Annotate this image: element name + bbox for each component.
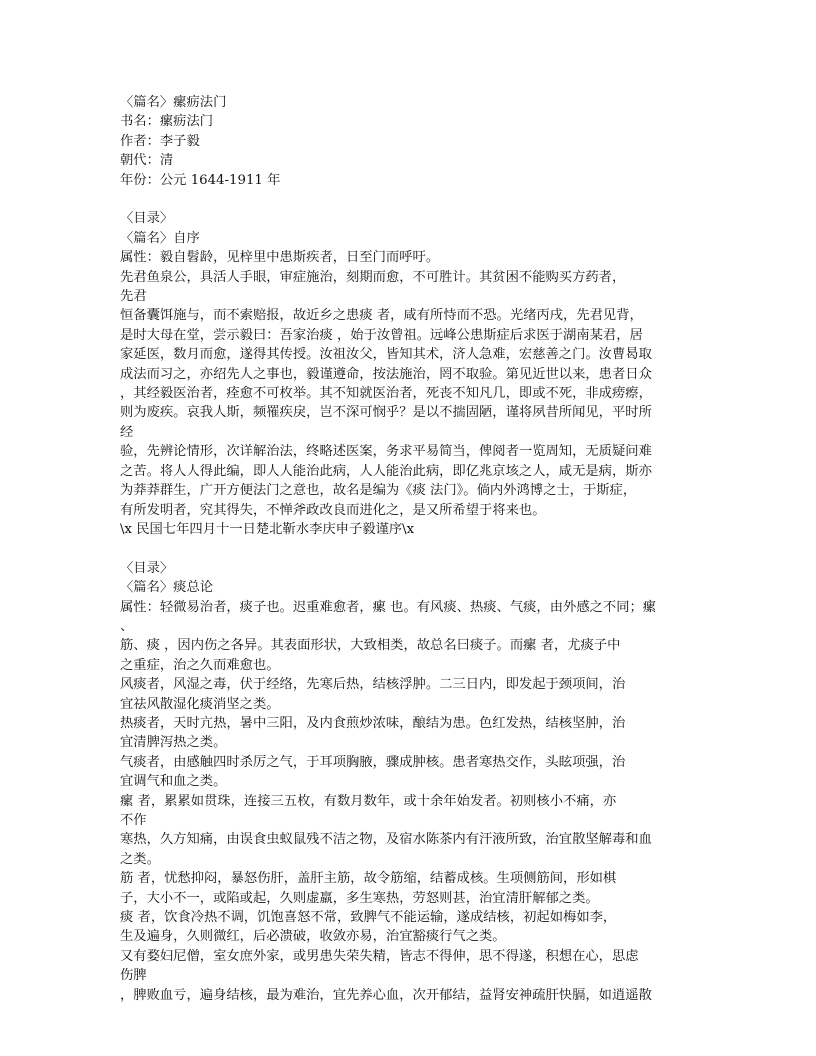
text-line: 子，大小不一，或陷或起，久则虚羸，多生寒热，劳怒则甚，治宜清肝解郁之类。 <box>120 890 599 906</box>
text-line: 之苦。将人人得此编，即人人能治此病，人人能治此病，即亿兆京垓之人，咸无是病，斯亦 <box>120 463 652 479</box>
text-line: 则为废疾。哀我人斯，频罹疾戾，岂不深可悯乎？是以不揣固陋，谨将夙昔所闻见，平时所 <box>120 405 652 421</box>
text-line: 为莽莽群生，广开方便法门之意也，故名是编为《痰 法门》。倘内外鸿博之士，于斯症， <box>120 483 637 499</box>
text-line: 先君 <box>120 289 147 305</box>
text-line: 先君鱼泉公，具活人手眼，审症施治，刻期而愈，不可胜计。其贫困不能购买方药者， <box>120 269 626 285</box>
text-line: 〈篇名〉瘰疬法门 <box>120 95 227 110</box>
text-line: 经 <box>120 424 134 440</box>
text-line: 瘰 者，累累如贯珠，连接三五枚，有数月数年，或十余年始发者。初则核小不痛，亦 <box>120 793 617 809</box>
text-line: ，脾败血亏，遍身结核，最为难治，宜先养心血，次开郁结，益肾安神疏肝快膈，如逍遥散 <box>120 987 652 1003</box>
text-line: 有所发明者，究其得失，不惮斧政改良而进化之，是又所希望于将来也。 <box>120 502 546 518</box>
text-line: 作者：李子毅 <box>120 133 200 149</box>
text-line: 宜清脾泻热之类。 <box>120 735 227 751</box>
text-line: 之类。 <box>120 851 160 867</box>
text-line: 朝代：清 <box>120 153 174 169</box>
text-line: 属性：毅自髫龄，见梓里中患斯疾者，日至门而呼吁。 <box>120 250 440 266</box>
text-line: 之重症，治之久而难愈也。 <box>120 657 280 673</box>
text-line: 〈篇名〉自序 <box>120 230 200 246</box>
text-line: 恒备囊饵施与，而不索赔报，故近乡之患痰 者，咸有所恃而不恐。光绪丙戌，先君见背， <box>120 308 643 324</box>
text-line: 年份：公元 1644-1911 年 <box>120 172 281 188</box>
text-line: 寒热，久方知痛，由误食虫蚁鼠残不洁之物，及宿水陈茶内有汗液所致，治宜散坚解毒和血 <box>120 832 652 848</box>
text-line: 生及遍身，久则微红，后必溃破，收敛亦易，治宜豁痰行气之类。 <box>120 929 506 945</box>
text-line: 〈目录〉 <box>120 560 174 576</box>
text-line: 家延医，数月而愈，遂得其传授。汝祖汝父，皆知其术，济人急难，宏慈善之门。汝曹曷取 <box>120 347 652 363</box>
text-line <box>120 539 700 558</box>
text-line: 宜调气和血之类。 <box>120 774 227 790</box>
text-line: 又有婺妇尼僧，室女庶外家，或男患失荣失精，皆志不得伸，思不得遂，积想在心，思虑 <box>120 948 639 964</box>
document-page <box>120 93 700 1005</box>
text-line: 验，先辨论情形，次详解治法，终略述医案，务求平易简当，俾阅者一览周知，无质疑问难 <box>120 444 652 460</box>
text-line: 〈目录〉 <box>120 211 174 227</box>
text-line: 宜祛风散湿化痰消坚之类。 <box>120 696 280 712</box>
text-line: 、 <box>120 618 134 634</box>
text-line <box>120 190 700 209</box>
text-line: 筋 者，忧愁抑闷，暴怒伤肝，盖肝主筋，故令筋缩，结蓄成核。生项侧筋间，形如棋 <box>120 871 617 887</box>
text-line: 书名：瘰疬法门 <box>120 114 214 130</box>
text-line: 属性：轻微易治者，痰子也。迟重难愈者，瘰 也。有风痰、热痰、气痰，由外感之不同；瘰 <box>120 599 657 615</box>
text-line: ，其经毅医治者，痊愈不可枚举。其不知就医治者，死丧不知凡几，即或不死，非成痨瘵， <box>120 386 652 402</box>
text-line: 热痰者，天时亢热，暑中三阳，及内食煎炒浓味，酿结为患。色红发热，结核坚肿，治 <box>120 715 626 731</box>
text-line: 〈篇名〉痰总论 <box>120 580 214 596</box>
text-line: 成法而习之，亦绍先人之事也，毅谨遵命，按法施治，罔不取验。第见近世以来，患者日众 <box>120 366 652 382</box>
text-line: 气痰者，由感触四时杀厉之气，于耳项胸腋，骤成肿核。患者寒热交作，头眩项强，治 <box>120 754 626 770</box>
text-line: 风痰者，风湿之毒，伏于经络，先寒后热，结核浮肿。二三日内，即发起于颈项间，治 <box>120 677 626 693</box>
text-line: 不作 <box>120 813 147 828</box>
text-line: 筋、痰 ，因内伤之各异。其表面形状，大致相类，故总名曰痰子。而瘰 者，尤痰子中 <box>120 638 621 654</box>
text-line: \x 民国七年四月十一日楚北靳水李庆申子毅谨序\x <box>120 521 415 537</box>
text-line: 是时大母在堂，尝示毅曰：吾家治痰 ，始于汝曾祖。远峰公患斯症后求医于湖南某君，居 <box>120 327 643 343</box>
text-line: 伤脾 <box>120 968 147 984</box>
text-line: 痰 者，饮食冷热不调，饥饱喜怒不常，致脾气不能运输，遂成结核，初起如梅如李， <box>120 910 617 926</box>
